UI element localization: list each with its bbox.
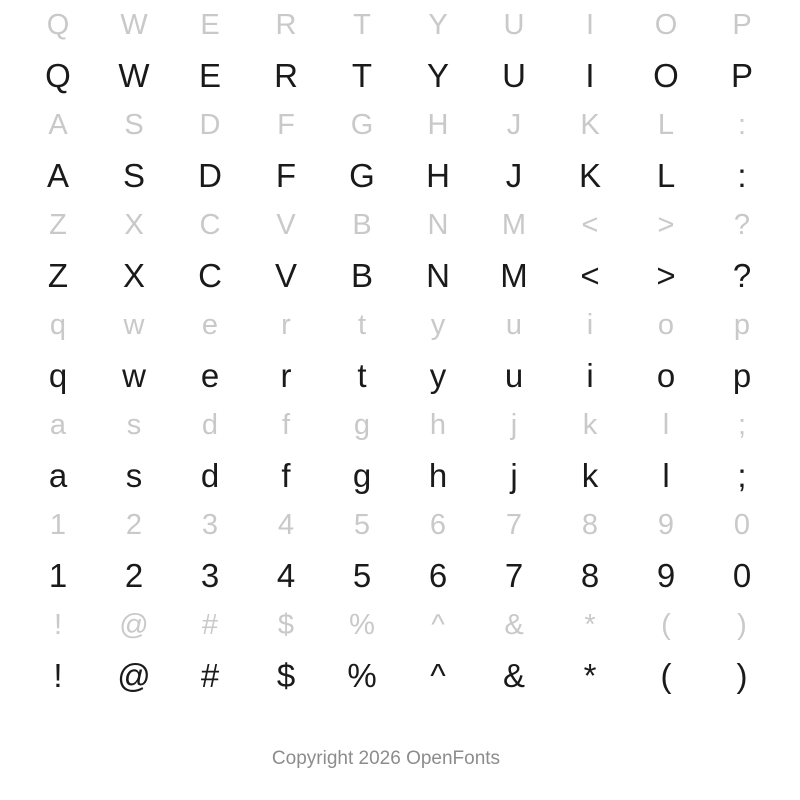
glyph-cell: *	[583, 656, 597, 694]
glyph-cell: R	[274, 56, 298, 94]
glyph-cell: S	[124, 108, 144, 141]
glyph-cell: P	[732, 8, 752, 41]
glyph-cell: (	[661, 608, 671, 641]
glyph-cell: Y	[428, 8, 448, 41]
glyph-cell: 4	[276, 556, 296, 594]
glyph-cell: Q	[46, 8, 70, 41]
glyph-cell: >	[656, 256, 676, 294]
glyph-cell: ?	[733, 208, 751, 241]
glyph-cell: Z	[49, 208, 67, 241]
glyph-cell: <	[581, 208, 599, 241]
glyph-row	[20, 200, 780, 250]
glyph-cell: A	[48, 108, 68, 141]
glyph-cell: Y	[426, 56, 449, 94]
glyph-cell: s	[125, 456, 143, 494]
glyph-cell: I	[585, 56, 595, 94]
glyph-cell: U	[502, 56, 526, 94]
glyph-row	[20, 450, 780, 500]
glyph-cell: )	[737, 608, 747, 641]
glyph-cell: A	[46, 156, 69, 194]
glyph-cell: 4	[277, 508, 295, 541]
footer	[0, 748, 800, 770]
glyph-cell: g	[353, 408, 371, 441]
glyph-cell: *	[584, 608, 596, 641]
glyph-cell: !	[53, 608, 63, 641]
glyph-cell: p	[733, 308, 751, 341]
glyph-cell: D	[198, 156, 222, 194]
glyph-cell: W	[120, 8, 148, 41]
glyph-cell: C	[199, 208, 221, 241]
glyph-cell: X	[124, 208, 144, 241]
glyph-cell: U	[503, 8, 525, 41]
glyph-cell: G	[349, 156, 375, 194]
glyph-cell: J	[505, 156, 523, 194]
glyph-cell: E	[200, 8, 220, 41]
glyph-row	[20, 0, 780, 50]
glyph-cell: 8	[581, 508, 599, 541]
glyph-cell: <	[580, 256, 600, 294]
glyph-cell: K	[580, 108, 600, 141]
glyph-cell: T	[351, 56, 373, 94]
glyph-cell: F	[275, 156, 297, 194]
glyph-cell: X	[122, 256, 145, 294]
glyph-cell: N	[427, 208, 449, 241]
glyph-cell: 0	[732, 556, 752, 594]
glyph-row	[20, 250, 780, 300]
glyph-cell: t	[357, 308, 367, 341]
glyph-cell: B	[352, 208, 372, 241]
glyph-cell: E	[198, 56, 221, 94]
glyph-cell: )	[736, 656, 748, 694]
glyph-cell: 7	[504, 556, 524, 594]
glyph-cell: p	[732, 356, 752, 394]
glyph-row	[20, 500, 780, 550]
glyph-cell: P	[730, 56, 753, 94]
glyph-cell: M	[501, 208, 527, 241]
glyph-cell: %	[349, 608, 375, 641]
glyph-cell: K	[578, 156, 601, 194]
glyph-cell: r	[280, 356, 292, 394]
glyph-cell: B	[350, 256, 373, 294]
glyph-cell: ;	[737, 408, 747, 441]
glyph-cell: e	[200, 356, 220, 394]
glyph-cell: j	[510, 408, 518, 441]
glyph-cell: l	[662, 408, 670, 441]
glyph-cell: S	[122, 156, 145, 194]
glyph-cell: #	[201, 608, 219, 641]
glyph-cell: o	[657, 308, 675, 341]
glyph-row	[20, 300, 780, 350]
glyph-cell: @	[119, 608, 149, 641]
glyph-cell: q	[48, 356, 68, 394]
glyph-cell: i	[586, 308, 594, 341]
glyph-cell: %	[347, 656, 377, 694]
glyph-cell: 6	[428, 556, 448, 594]
glyph-cell: l	[662, 456, 670, 494]
glyph-cell: ;	[737, 456, 747, 494]
glyph-cell: g	[352, 456, 372, 494]
glyph-cell: $	[276, 656, 296, 694]
glyph-row	[20, 100, 780, 150]
glyph-cell: M	[500, 256, 528, 294]
glyph-cell: H	[427, 108, 449, 141]
glyph-cell: I	[585, 8, 595, 41]
glyph-cell: D	[199, 108, 221, 141]
glyph-cell: h	[428, 456, 448, 494]
glyph-cell: O	[654, 8, 678, 41]
glyph-cell: >	[657, 208, 675, 241]
glyph-cell: f	[281, 456, 291, 494]
glyph-cell: H	[426, 156, 450, 194]
glyph-cell: T	[353, 8, 371, 41]
glyph-row	[20, 150, 780, 200]
glyph-cell: a	[49, 408, 67, 441]
glyph-cell: a	[48, 456, 68, 494]
glyph-cell: C	[198, 256, 222, 294]
glyph-cell: f	[281, 408, 291, 441]
glyph-cell: #	[200, 656, 220, 694]
glyph-cell: 5	[353, 508, 371, 541]
glyph-cell: $	[277, 608, 295, 641]
glyph-cell: y	[430, 308, 446, 341]
glyph-cell: V	[276, 208, 296, 241]
glyph-cell: u	[505, 308, 523, 341]
glyph-cell: 2	[124, 556, 144, 594]
copyright-notice: Copyright 2026 OpenFonts	[271, 748, 501, 769]
glyph-cell: u	[504, 356, 524, 394]
glyph-cell: 0	[733, 508, 751, 541]
glyph-row	[20, 650, 780, 700]
glyph-row	[20, 550, 780, 600]
glyph-cell: &	[504, 608, 524, 641]
glyph-cell: r	[281, 308, 291, 341]
glyph-cell: y	[429, 356, 447, 394]
glyph-cell: 9	[657, 508, 675, 541]
glyph-cell: o	[656, 356, 676, 394]
glyph-cell: :	[737, 108, 747, 141]
glyph-cell: w	[123, 308, 145, 341]
glyph-cell: N	[426, 256, 450, 294]
glyph-cell: 5	[352, 556, 372, 594]
glyph-cell: k	[582, 408, 598, 441]
glyph-cell: W	[118, 56, 150, 94]
glyph-cell: ^	[430, 656, 446, 694]
glyph-cell: t	[357, 356, 367, 394]
glyph-cell: !	[53, 656, 63, 694]
glyph-cell: L	[656, 156, 676, 194]
glyph-cell: ?	[732, 256, 752, 294]
glyph-cell: d	[201, 408, 219, 441]
glyph-cell: J	[506, 108, 522, 141]
glyph-row	[20, 600, 780, 650]
glyph-cell: 3	[201, 508, 219, 541]
glyph-cell: 1	[49, 508, 67, 541]
glyph-cell: s	[126, 408, 142, 441]
glyph-cell: Q	[45, 56, 71, 94]
glyph-cell: 2	[125, 508, 143, 541]
glyph-cell: ^	[431, 608, 445, 641]
glyph-cell: Z	[47, 256, 69, 294]
glyph-cell: 7	[505, 508, 523, 541]
glyph-cell: 9	[656, 556, 676, 594]
glyph-row	[20, 350, 780, 400]
glyph-cell: 6	[429, 508, 447, 541]
glyph-row	[20, 50, 780, 100]
glyph-cell: i	[586, 356, 594, 394]
glyph-cell: w	[122, 356, 146, 394]
glyph-cell: (	[660, 656, 672, 694]
glyph-cell: G	[350, 108, 374, 141]
glyph-cell: 1	[48, 556, 68, 594]
glyph-cell: h	[429, 408, 447, 441]
glyph-cell: d	[200, 456, 220, 494]
glyph-cell: R	[275, 8, 297, 41]
glyph-cell: q	[49, 308, 67, 341]
glyph-cell: k	[581, 456, 599, 494]
glyph-cell: 3	[200, 556, 220, 594]
glyph-cell: V	[274, 256, 297, 294]
glyph-row	[20, 400, 780, 450]
glyph-cell: 8	[580, 556, 600, 594]
glyph-cell: :	[737, 156, 747, 194]
glyph-cell: F	[277, 108, 295, 141]
glyph-cell: e	[201, 308, 219, 341]
glyph-cell: L	[657, 108, 675, 141]
glyph-cell: @	[117, 656, 151, 694]
glyph-cell: O	[653, 56, 679, 94]
glyph-cell: &	[502, 656, 525, 694]
glyph-cell: j	[510, 456, 518, 494]
